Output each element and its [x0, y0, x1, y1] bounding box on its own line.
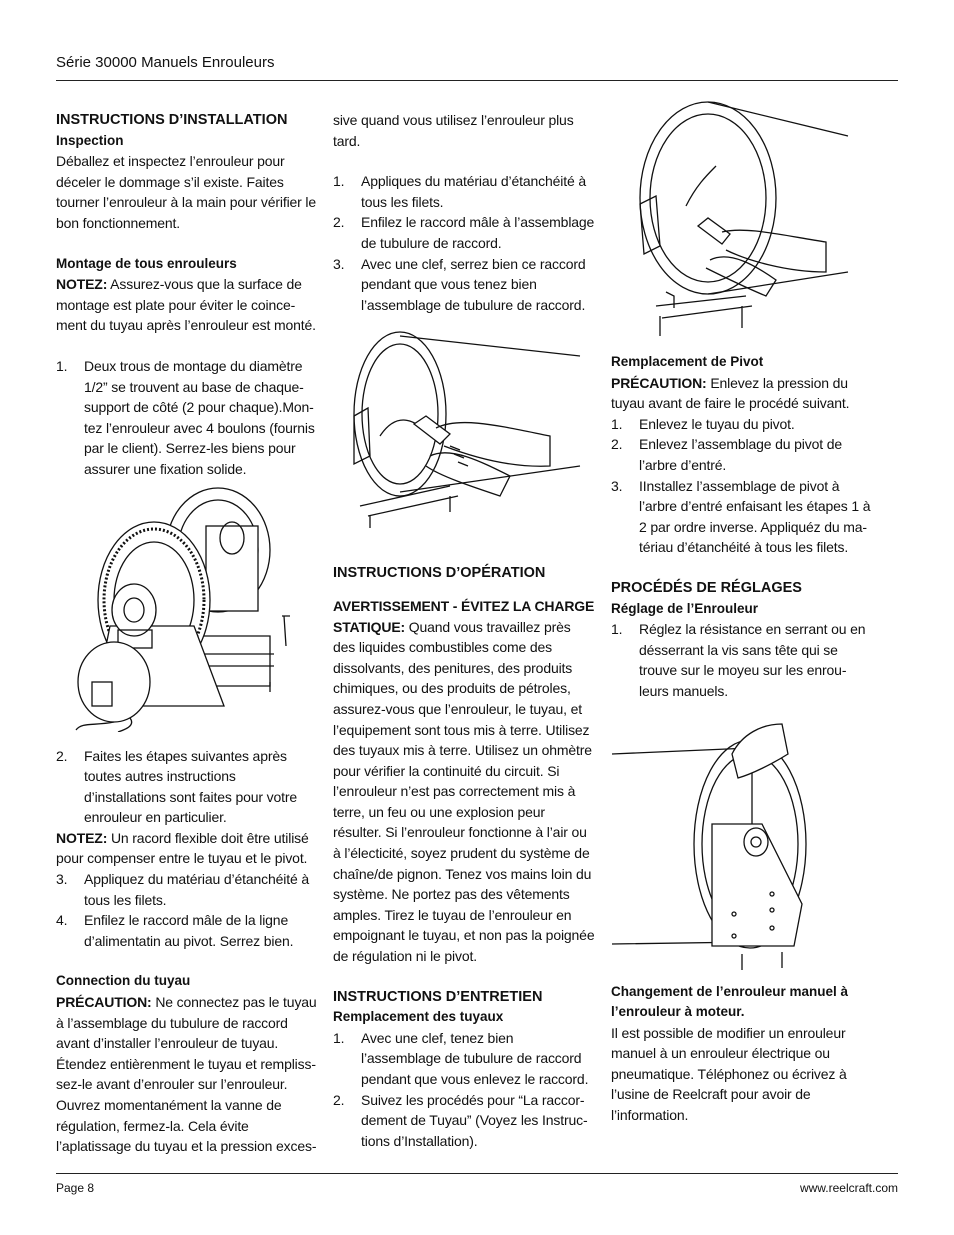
- pivot-caution: [611, 373, 871, 414]
- step-number: 1.: [611, 415, 623, 432]
- header-rule: [56, 80, 898, 81]
- step-number: 4.: [56, 912, 68, 929]
- flex-note: [56, 828, 318, 869]
- list-item: [611, 619, 871, 701]
- mount-heading: Montage de tous enrouleurs: [56, 255, 237, 271]
- list-item: [611, 476, 871, 558]
- step-text: Suivez les procédés pour “La raccordement de Tuyau” (Voyez les Instructions d’Installation).: [361, 1091, 588, 1149]
- column-2: [333, 110, 595, 1151]
- step-text: Enlevez l’assemblage du pivot de l’arbre d’entré.: [639, 436, 842, 473]
- operation-warning: [333, 596, 595, 967]
- list-item: [333, 212, 595, 253]
- note-text: Un racord flexible doit être utilisé pour compenser entre le tuyau et le pivot.: [56, 829, 309, 867]
- footer-rule: [56, 1173, 898, 1174]
- list-item: [611, 434, 871, 475]
- reel-adjustment-illustration: [612, 714, 812, 974]
- caution-label: PRÉCAUTION:: [611, 374, 707, 391]
- motor-text: Il est possible de modifier un enrouleur manuel à un enrouleur électrique ou pneumatique. Téléphonez ou écrivez à l’usine de Reelcraft pour avoir de l’information.: [611, 1024, 847, 1124]
- step-text: Appliques du matériau d’étanchéité à tous les filets.: [361, 173, 586, 210]
- continued-text: sive quand vous utilisez l’enrouleur plus tard.: [333, 112, 574, 149]
- step-number: 2.: [333, 1091, 345, 1108]
- steps-more: [56, 869, 318, 951]
- step-text: Faites les étapes suivantes après toutes autres instructions d’installations sont faites pour votre enrouleur en particulier.: [84, 747, 297, 826]
- mount-note: [56, 274, 318, 336]
- hose-replace-heading: Remplacement des tuyaux: [333, 1009, 504, 1025]
- maintenance-heading: INSTRUCTIONS D’ENTRETIEN: [333, 988, 543, 1005]
- adjust-heading: PROCÉDÉS DE RÉGLAGES: [611, 579, 802, 596]
- step-text: Deux trous de montage du diamètre 1/2” se trouvent au base de chaque-support de côté (2 pour chaque).Montez l’enrouleur avec 4 boulons (fournis par le client). Serrez-les biens pour assurer une fixation solide.: [84, 357, 315, 477]
- wrench-fitting-illustration: [340, 316, 590, 530]
- reel-adjust-heading: Réglage de l’Enrouleur: [611, 600, 759, 616]
- note-text: Assurez-vous que la surface de montage est plate pour éviter le coincement du tuyau après l’enrouleur est monté.: [56, 276, 316, 334]
- footer-url[interactable]: www.reelcraft.com: [799, 1181, 898, 1195]
- maintenance-steps: [333, 1028, 595, 1152]
- caution-text: Ne connectez pas le tuyau à l’assemblage du tubulure de raccord avant d’installer l’enrouleur de tuyau. Étendez entièrenment le tuyau et remplisssez-le avant d’enrouler sur l’enrouleur. Ouvrez momentanément la vanne de régulation, fermez-la. Cela évite l’aplatissage du tuyau et la pression exces-: [56, 994, 317, 1155]
- step-number: 2.: [333, 214, 345, 231]
- page-number: Page 8: [56, 1181, 95, 1195]
- hose-caution: [56, 992, 318, 1157]
- step-number: 1.: [611, 621, 623, 638]
- list-item: [333, 1028, 595, 1090]
- adjust-steps: [611, 619, 871, 701]
- step-text: Avec une clef, tenez bien l’assemblage de tubulure de raccord pendant que vous enlevez le raccord.: [361, 1029, 589, 1087]
- mount-steps: [56, 356, 318, 480]
- caution-text: Enlevez la pression du tuyau avant de faire le procédé suivant.: [611, 374, 850, 412]
- warning-text: Quand vous travaillez près des liquides combustibles come des dissolvants, des penitures, des produits chimiques, ou des produits de pétroles, assurez-vous que l’enrouleur, le tuyau, et l’equipement sont tous mis à terre. Utilisez des tuyaux mis à terre. Utilisez un ohmètre pour vérifier la continuité du circuit. Si l’enrouleur n’est pas correctement mis à terre, un feu ou une explosion peur résulter. Si l’enrouleur fonctionne à l’air ou à l’électicité, soyez prudent du système de chaîne/de pignon. Tenez vos mains loin du système. Ne portez pas des vêtements amples. Tirez le tuyau de l’enrouleur en empoignant le tuyau, et non pas la poignée de régulation ni le pivot.: [333, 618, 595, 965]
- step-number: 3.: [611, 477, 623, 494]
- step-text: Enfilez le raccord mâle de la ligne d’alimentatin au pivot. Serrez bien.: [84, 912, 294, 949]
- step-number: 2.: [611, 436, 623, 453]
- step-number: 3.: [333, 255, 345, 272]
- install-heading: INSTRUCTIONS D’INSTALLATION: [56, 112, 288, 128]
- step-text: Réglez la résistance en serrant ou en désserrant la vis sans tête qui se trouve sur le moyeu sur les enrouleurs manuels.: [639, 621, 866, 699]
- pivot-steps: [611, 414, 871, 558]
- step-number: 1.: [56, 357, 68, 374]
- list-item: [56, 746, 318, 828]
- list-item: [56, 356, 318, 480]
- motor-heading: Changement de l’enrouleur manuel à l’enrouleur à moteur.: [611, 983, 849, 1020]
- inspection-text: Déballez et inspectez l’enrouleur pour déceler le dommage s’il existe. Faites tourner l’enrouleur à la main pour vérifier le bon fonctionnement.: [56, 153, 317, 231]
- pivot-replacement-illustration: [626, 96, 856, 344]
- step-text: Enlevez le tuyau du pivot.: [639, 415, 795, 432]
- reel-mounting-illustration: [74, 486, 306, 732]
- step-text: Appliquez du matériau d’étanchéité à tous les filets.: [84, 871, 309, 908]
- inspection-heading: Inspection: [56, 132, 124, 148]
- hose-heading: Connection du tuyau: [56, 973, 191, 989]
- pivot-heading: Remplacement de Pivot: [611, 354, 764, 369]
- list-item: [56, 910, 318, 951]
- fitting-steps: [333, 171, 595, 315]
- list-item: [333, 254, 595, 316]
- warning-label: AVERTISSEMENT - ÉVITEZ LA CHARGE STATIQUE:: [333, 597, 595, 635]
- step-number: 3.: [56, 871, 68, 888]
- list-item: [56, 869, 318, 910]
- step-number: 2.: [56, 747, 68, 764]
- list-item: [611, 414, 871, 435]
- step-text: Avec une clef, serrez bien ce raccord pendant que vous tenez bien l’assemblage de tubulure de raccord.: [361, 255, 586, 313]
- list-item: [333, 1090, 595, 1152]
- step-number: 1.: [333, 1029, 345, 1046]
- operation-heading: INSTRUCTIONS D’OPÉRATION: [333, 565, 546, 582]
- step-number: 1.: [333, 173, 345, 190]
- steps-after: [56, 746, 318, 828]
- step-text: Enfilez le raccord mâle à l’assemblage de tubulure de raccord.: [361, 214, 595, 251]
- note-label: NOTEZ:: [56, 276, 108, 293]
- page-header-title: Série 30000 Manuels Enrouleurs: [56, 54, 275, 71]
- note-label: NOTEZ:: [56, 829, 108, 846]
- step-text: IInstallez l’assemblage de pivot à l’arbre d’entré enfaisant les étapes 1 à 2 par ordre inverse. Appliquéz du matériau d’étanchéité à tous les filets.: [639, 477, 871, 556]
- list-item: [333, 171, 595, 212]
- caution-label: PRÉCAUTION:: [56, 994, 152, 1011]
